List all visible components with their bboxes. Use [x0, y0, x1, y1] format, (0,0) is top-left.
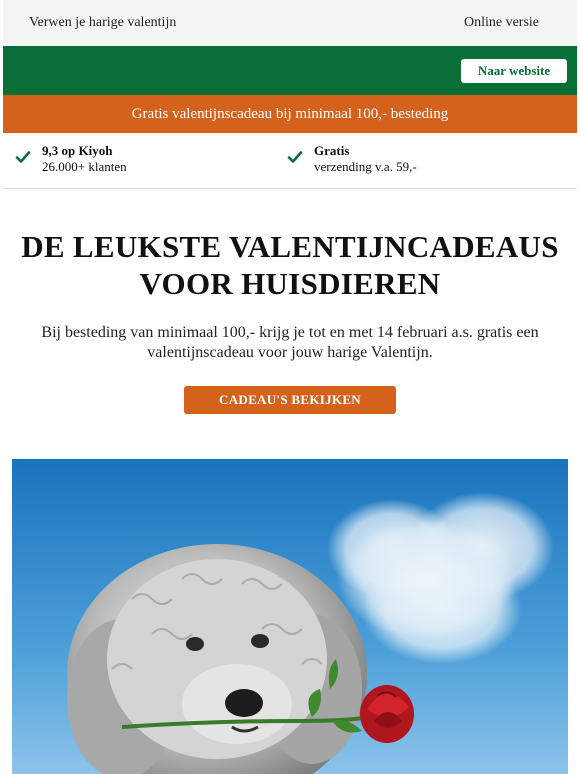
headline-line: DE LEUKSTE VALENTIJNCADEAUS: [21, 229, 559, 264]
intro-line: Bij besteding van minimaal 100,- krijg je tot en met 14 februari a.s. gratis een: [41, 324, 539, 341]
divider: [3, 188, 577, 189]
check-icon: [287, 149, 303, 165]
online-version-link[interactable]: Online versie: [463, 15, 539, 30]
dog-with-rose-illustration: [12, 459, 568, 774]
preheader-text: Verwen je harige valentijn: [29, 15, 177, 30]
view-gifts-button[interactable]: CADEAU'S BEKIJKEN: [184, 386, 396, 414]
check-icon: [15, 149, 31, 165]
page-title: [0, 228, 580, 302]
usp-subtitle: verzending v.a. 59,-: [314, 159, 417, 174]
usp-title: 9,3 op Kiyoh: [42, 143, 113, 158]
header-bar: [3, 46, 577, 95]
intro-text: [40, 323, 540, 363]
usp-subtitle: 26.000+ klanten: [42, 159, 127, 174]
website-button[interactable]: Naar website: [461, 59, 567, 83]
preheader-bar: [3, 0, 577, 46]
usp-kiyoh: [15, 143, 127, 175]
headline-line: VOOR HUISDIEREN: [139, 266, 441, 301]
hero-image[interactable]: [12, 459, 568, 774]
promo-bar[interactable]: Gratis valentijnscadeau bij minimaal 100,- besteding: [3, 95, 577, 133]
intro-line: valentijnscadeau voor jouw harige Valentijn.: [147, 344, 433, 361]
usp-title: Gratis: [314, 143, 350, 158]
usp-shipping: [287, 143, 417, 175]
